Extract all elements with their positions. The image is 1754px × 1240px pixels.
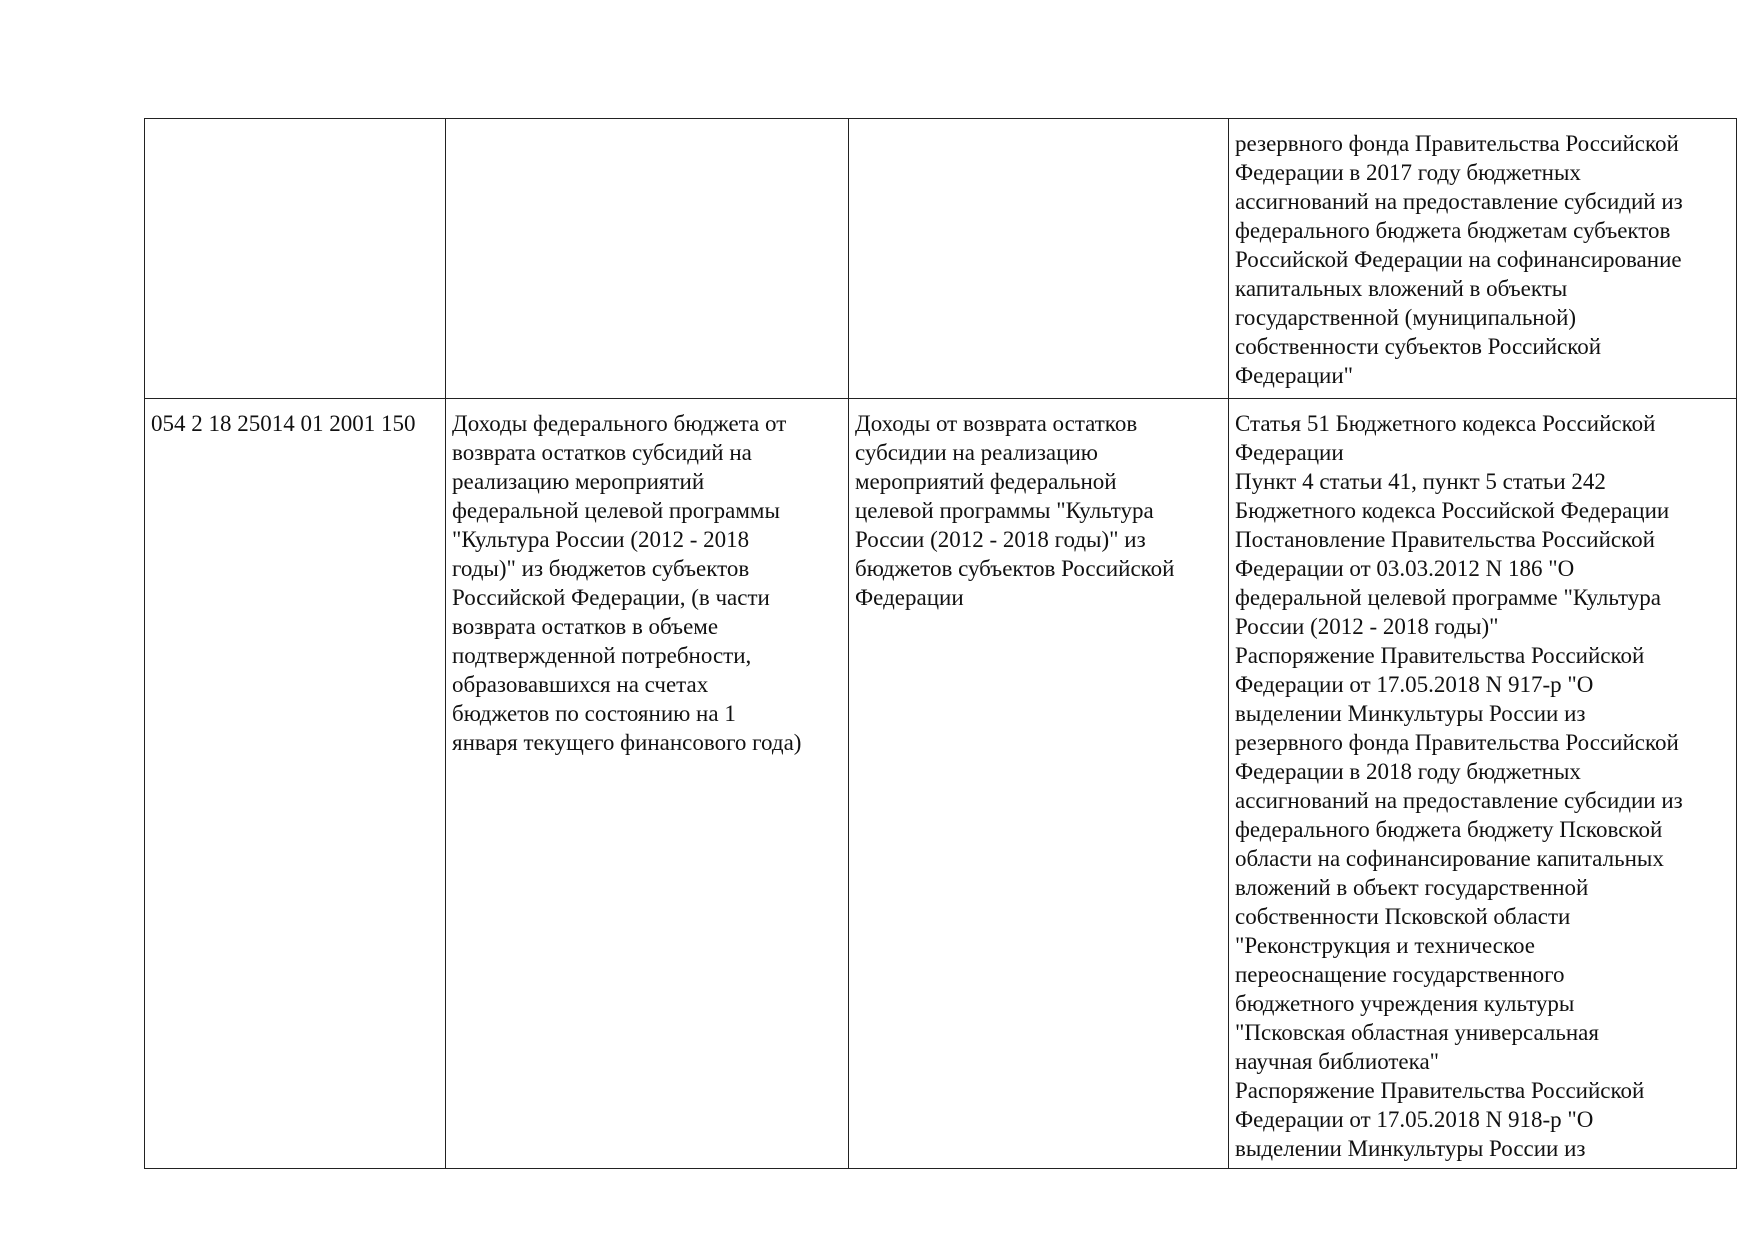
cell-income-description <box>849 119 1229 399</box>
cell-code: 054 2 18 25014 01 2001 150 <box>145 399 446 1169</box>
budget-income-table <box>144 118 1737 1169</box>
cell-income-description: Доходы от возврата остатков субсидии на реализацию мероприятий федеральной целевой программы "Культура России (2012 - 2018 годы)" из бюджетов субъектов Российской Федерации <box>849 399 1229 1169</box>
cell-code <box>145 119 446 399</box>
cell-income-name: Доходы федерального бюджета от возврата остатков субсидий на реализацию мероприятий федеральной целевой программы "Культура России (2012 - 2018 годы)" из бюджетов субъектов Российской Федерации, (в части возврата остатков в объеме подтвержденной потребности, образовавшихся на счетах бюджетов по состоянию на 1 января текущего финансового года) <box>446 399 849 1169</box>
cell-income-name <box>446 119 849 399</box>
table-row <box>145 119 1737 399</box>
table-row <box>145 399 1737 1169</box>
cell-legal-basis: Статья 51 Бюджетного кодекса Российской Федерации Пункт 4 статьи 41, пункт 5 статьи 242 Бюджетного кодекса Российской Федерации Постановление Правительства Российской Федерации от 03.03.2012 N 186 "О федеральной целевой программе "Культура России (2012 - 2018 годы)" Распоряжение Правительства Российской Федерации от 17.05.2018 N 917-р "О выделении Минкультуры России из резервного фонда Правительства Российской Федерации в 2018 году бюджетных ассигнований на предоставление субсидии из федерального бюджета бюджету Псковской области на софинансирование капитальных вложений в объект государственной собственности Псковской области "Реконструкция и техническое переоснащение государственного бюджетного учреждения культуры "Псковская областная универсальная научная библиотека" Распоряжение Правительства Российской Федерации от 17.05.2018 N 918-р "О выделении Минкультуры России из <box>1229 399 1737 1169</box>
cell-legal-basis: резервного фонда Правительства Российской Федерации в 2017 году бюджетных ассигнований на предоставление субсидий из федерального бюджета бюджетам субъектов Российской Федерации на софинансирование капитальных вложений в объекты государственной (муниципальной) собственности субъектов Российской Федерации" <box>1229 119 1737 399</box>
